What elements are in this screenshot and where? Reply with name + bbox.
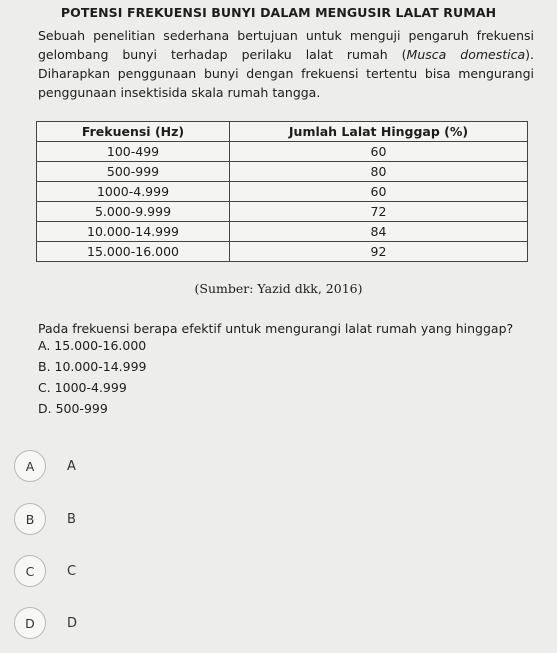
- answer-choice-b[interactable]: [14, 502, 76, 536]
- frequency-cell: 5.000-9.999: [37, 202, 230, 222]
- column-header-fly-count: Jumlah Lalat Hinggap (%): [230, 122, 528, 142]
- table-row: [37, 202, 528, 222]
- table-source: (Sumber: Yazid dkk, 2016): [194, 281, 363, 296]
- frequency-cell: 500-999: [37, 162, 230, 182]
- frequency-cell: 100-499: [37, 142, 230, 162]
- answer-choice-a[interactable]: [14, 449, 76, 483]
- table-row: [37, 222, 528, 242]
- fly-count-cell: 60: [230, 142, 528, 162]
- choice-label: D: [67, 615, 78, 631]
- choice-letter-badge: C: [14, 555, 46, 587]
- option-list: [38, 335, 147, 419]
- intro-paragraph: [38, 26, 534, 102]
- frequency-cell: 10.000-14.999: [37, 222, 230, 242]
- data-table: [36, 121, 528, 262]
- choice-label: C: [67, 563, 77, 579]
- question-text: Pada frekuensi berapa efektif untuk mengurangi lalat rumah yang hinggap?: [38, 321, 514, 336]
- table-row: [37, 162, 528, 182]
- table-row: [37, 242, 528, 262]
- fly-count-cell: 92: [230, 242, 528, 262]
- choice-letter-badge: A: [14, 450, 46, 482]
- fly-count-cell: 80: [230, 162, 528, 182]
- table-row: [37, 182, 528, 202]
- option-item-b: B. 10.000-14.999: [38, 359, 147, 374]
- choice-label: A: [67, 458, 76, 474]
- choice-letter-badge: B: [14, 503, 46, 535]
- fly-count-cell: 72: [230, 202, 528, 222]
- intro-text-before: Sebuah penelitian sederhana bertujuan untuk menguji pengaruh frekuensi gelombang bunyi terhadap perilaku lalat rumah (: [38, 28, 534, 62]
- fly-count-cell: 60: [230, 182, 528, 202]
- page-title: POTENSI FREKUENSI BUNYI DALAM MENGUSIR LALAT RUMAH: [60, 5, 497, 20]
- option-item-a: A. 15.000-16.000: [38, 338, 147, 353]
- answer-choice-d[interactable]: [14, 606, 77, 640]
- intro-text-after: ). Diharapkan penggunaan bunyi dengan frekuensi tertentu bisa mengurangi penggunaan insektisida skala rumah tangga.: [38, 47, 535, 100]
- frequency-cell: 1000-4.999: [37, 182, 230, 202]
- column-header-frequency: Frekuensi (Hz): [37, 122, 230, 142]
- option-item-c: C. 1000-4.999: [38, 380, 127, 395]
- choice-letter-badge: D: [14, 607, 46, 639]
- table-row: [37, 142, 528, 162]
- frequency-cell: 15.000-16.000: [37, 242, 230, 262]
- choice-label: B: [67, 511, 76, 527]
- answer-choice-c[interactable]: [14, 554, 76, 588]
- table-header-row: [37, 122, 528, 142]
- fly-count-cell: 84: [230, 222, 528, 242]
- option-item-d: D. 500-999: [38, 401, 108, 416]
- species-name: Musca domestica: [406, 47, 526, 62]
